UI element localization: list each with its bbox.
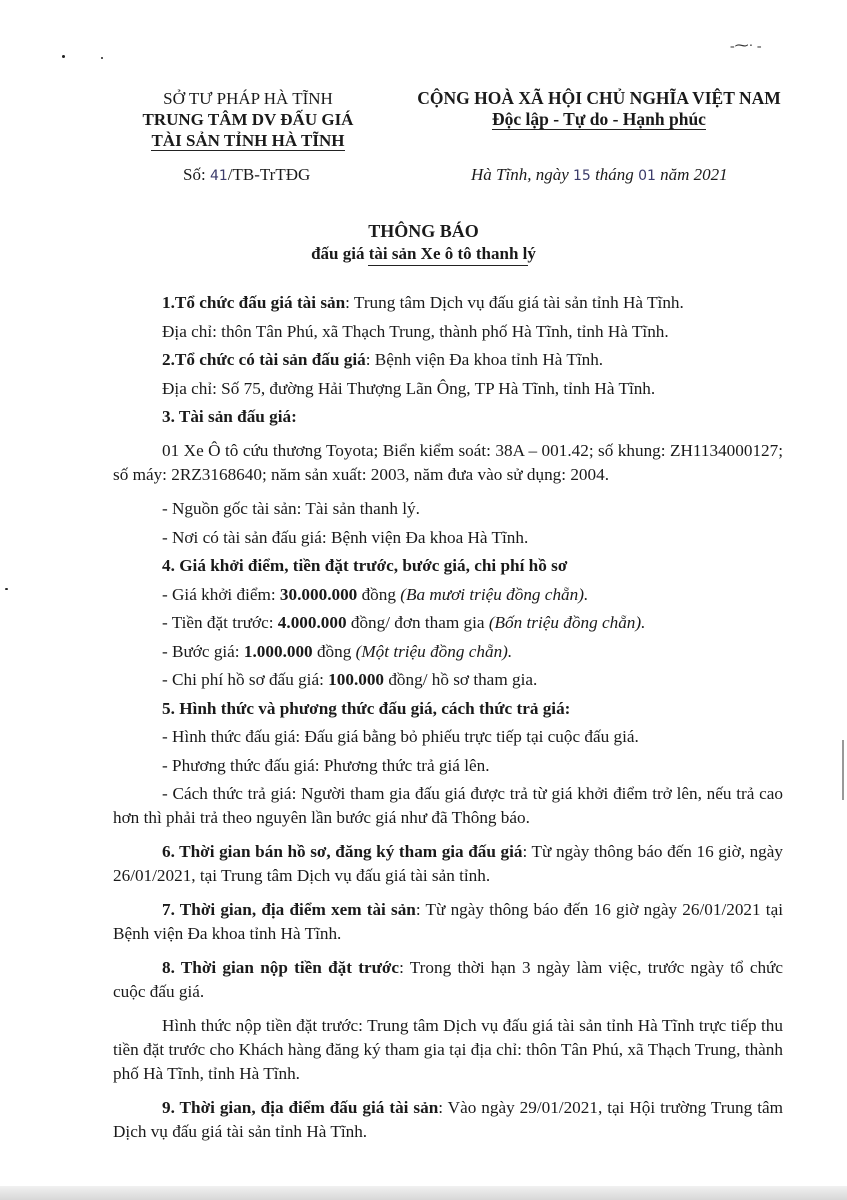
section-4-fee: - Chi phí hồ sơ đấu giá: 100.000 đồng/ hồ sơ tham gia. <box>162 670 538 689</box>
scan-speck <box>101 57 103 59</box>
section-5-bidding: - Cách thức trả giá: Người tham gia đấu giá được trả từ giá khởi điểm trở lên, nếu trả cao hơn thì phải trả theo nguyên lần bước giá như đã Thông báo. <box>113 784 783 827</box>
section-3-location: - Nơi có tài sản đấu giá: Bệnh viện Đa khoa Hà Tĩnh. <box>162 527 529 547</box>
section-7: 7. Thời gian, địa điểm xem tài sản: Từ ngày thông báo đến 16 giờ ngày 26/01/2021 tại Bệnh viện Đa khoa tỉnh Hà Tĩnh. <box>113 900 783 943</box>
section-8: 8. Thời gian nộp tiền đặt trước: Trong thời hạn 3 ngày làm việc, trước ngày tổ chức cuộc đấu giá. <box>113 958 783 1001</box>
handwritten-month: 01 <box>638 168 656 184</box>
scan-speck <box>62 55 65 58</box>
section-3-asset: 01 Xe Ô tô cứu thương Toyota; Biển kiểm soát: 38A – 001.42; số khung: ZH1134000127; số máy: 2RZ3168640; năm sản xuất: 2003, năm đưa vào sử dụng: 2004. <box>113 441 783 484</box>
section-8-method: Hình thức nộp tiền đặt trước: Trung tâm Dịch vụ đấu giá tài sản tỉnh Hà Tĩnh trực tiếp thu tiền đặt trước cho Khách hàng đăng ký tham gia tại địa chỉ: thôn Tân Phú, xã Thạch Trung, thành phố Hà Tĩnh, tỉnh Hà Tĩnh. <box>113 1016 783 1083</box>
national-title: CỘNG HOÀ XÃ HỘI CHỦ NGHĨA VIỆT NAM <box>417 88 781 108</box>
handwritten-number: 41 <box>209 168 228 184</box>
national-motto: Độc lập - Tự do - Hạnh phúc <box>492 109 706 129</box>
agency-header <box>118 88 378 151</box>
scan-speck <box>842 740 844 800</box>
title-main: THÔNG BÁO <box>368 221 479 241</box>
handwritten-day: 15 <box>573 168 591 184</box>
title-underline <box>368 265 528 266</box>
section-6: 6. Thời gian bán hồ sơ, đăng ký tham gia đấu giá: Từ ngày thông báo đến 16 giờ, ngày 26/01/2021, tại Trung tâm Dịch vụ đấu giá tài sản tỉnh. <box>113 842 783 885</box>
section-2-address: Địa chỉ: Số 75, đường Hải Thượng Lãn Ông, TP Hà Tĩnh, tỉnh Hà Tĩnh. <box>162 378 656 398</box>
agency-parent: SỞ TƯ PHÁP HÀ TĨNH <box>163 89 333 108</box>
scan-corner-mark: -⁓· ‑ <box>730 39 762 54</box>
section-4-step: - Bước giá: 1.000.000 đồng (Một triệu đồng chẵn). <box>162 641 513 661</box>
section-1: 1.Tổ chức đấu giá tài sản: Trung tâm Dịch vụ đấu giá tài sản tỉnh Hà Tĩnh. <box>162 293 684 312</box>
section-3-origin: - Nguồn gốc tài sản: Tài sản thanh lý. <box>162 499 420 518</box>
document-title <box>0 220 847 266</box>
document-body <box>113 291 783 1149</box>
section-2: 2.Tổ chức có tài sản đấu giá: Bệnh viện Đa khoa tỉnh Hà Tĩnh. <box>162 350 604 369</box>
section-4-start-price: - Giá khởi điểm: 30.000.000 đồng (Ba mươi triệu đồng chẵn). <box>162 584 589 604</box>
agency-name-line2: TÀI SẢN TỈNH HÀ TĨNH <box>151 131 345 150</box>
scan-speck <box>5 588 8 590</box>
section-4-heading: 4. Giá khởi điểm, tiền đặt trước, bước giá, chi phí hồ sơ <box>162 556 568 575</box>
section-5-form: - Hình thức đấu giá: Đấu giá bằng bỏ phiếu trực tiếp tại cuộc đấu giá. <box>162 727 639 746</box>
section-3-heading: 3. Tài sản đấu giá: <box>162 407 297 426</box>
national-header <box>404 88 794 130</box>
section-5-heading: 5. Hình thức và phương thức đấu giá, cách thức trả giá: <box>162 698 571 718</box>
place-date: Hà Tĩnh, ngày 15 tháng 01 năm 2021 <box>471 165 728 184</box>
scan-bottom-edge <box>0 1186 847 1200</box>
section-5-method: - Phương thức đấu giá: Phương thức trả giá lên. <box>162 755 490 775</box>
document-number: Số: 41/TB-TrTĐG <box>183 165 311 184</box>
title-sub: đấu giá tài sản Xe ô tô thanh lý <box>311 244 536 263</box>
section-4-deposit: - Tiền đặt trước: 4.000.000 đồng/ đơn tham gia (Bốn triệu đồng chẵn). <box>162 613 646 632</box>
section-1-address: Địa chỉ: thôn Tân Phú, xã Thạch Trung, thành phố Hà Tĩnh, tỉnh Hà Tĩnh. <box>162 321 669 341</box>
section-9: 9. Thời gian, địa điểm đấu giá tài sản: Vào ngày 29/01/2021, tại Hội trường Trung tâm Dịch vụ đấu giá tài sản tỉnh Hà Tĩnh. <box>113 1098 783 1141</box>
agency-name-line1: TRUNG TÂM DV ĐẤU GIÁ <box>142 110 354 129</box>
